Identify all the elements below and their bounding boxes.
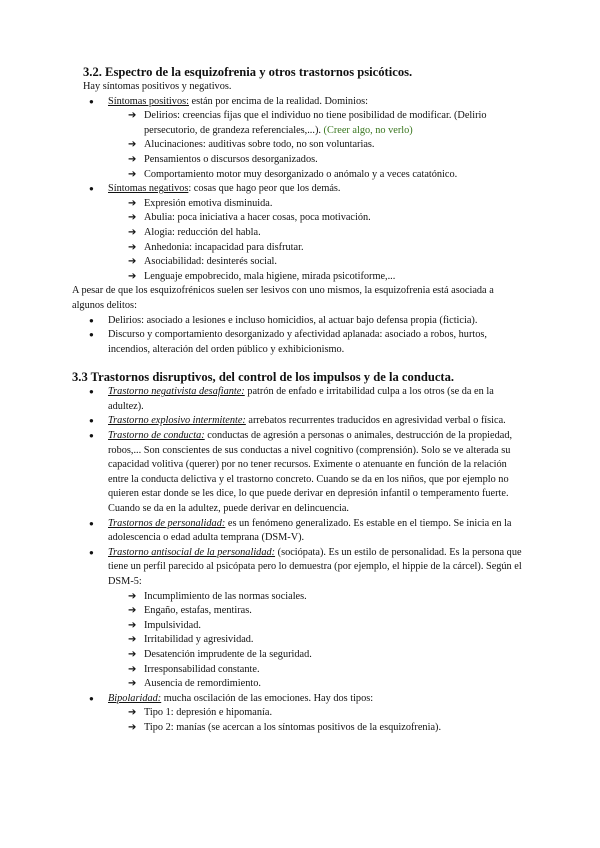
section-3-2-intro: Hay síntomas positivos y negativos. xyxy=(83,81,232,92)
disorder-term: Trastorno negativista desafiante: xyxy=(108,386,245,398)
disorder-term: Bipolaridad: xyxy=(108,692,162,704)
disorder-text: patrón de enfado e irritabilidad culpa a los otros (se da en la adultez). xyxy=(108,386,494,412)
positive-sub-item: ➔ Pensamientos o discursos desorganizados. xyxy=(72,153,528,168)
positive-text: están por encima de la realidad. Dominios: xyxy=(188,95,368,107)
negative-sub-item: ➔ Lenguaje empobrecido, mala higiene, mirada psicotiforme,... xyxy=(72,270,528,285)
antisocial-sub-item: ➔ Incumplimiento de las normas sociales. xyxy=(72,590,528,605)
disorder-item xyxy=(72,429,528,517)
disorder-item xyxy=(72,692,528,707)
disorder-item xyxy=(72,385,528,414)
crime-item: ● Discurso y comportamiento desorganizado y afectividad aplanada: asociado a robos, hurtos, incendios, alteración del orden público y exhibicionismo. xyxy=(72,328,528,357)
positive-sub-item: ➔ Alucinaciones: auditivas sobre todo, no son voluntarias. xyxy=(72,138,528,153)
crimes-paragraph: A pesar de que los esquizofrénicos suelen ser lesivos con uno mismos, la esquizofrenia está asociada a algunos delitos: xyxy=(72,285,494,311)
antisocial-sub-item: ➔ Ausencia de remordimiento. xyxy=(72,677,528,692)
disorder-term: Trastorno explosivo intermitente: xyxy=(108,415,246,427)
negative-sub-item: ➔ Alogia: reducción del habla. xyxy=(72,226,528,241)
document-page xyxy=(72,64,528,736)
negative-sub-item: ➔ Expresión emotiva disminuida. xyxy=(72,197,528,212)
positive-sub-text: Delirios: creencias fijas que el individuo no tiene posibilidad de modificar. (Delirio persecutorio, de grandeza referenciales,...). xyxy=(144,110,487,136)
positive-symptoms-item xyxy=(72,95,528,110)
disorders-list xyxy=(72,385,528,735)
antisocial-sub-item: ➔ Impulsividad. xyxy=(72,619,528,634)
disorder-term: Trastorno de conducta: xyxy=(108,430,205,442)
disorder-term: Trastornos de personalidad: xyxy=(108,517,226,529)
bipolar-sub-item: ➔ Tipo 1: depresión e hipomanía. xyxy=(72,706,528,721)
antisocial-sub-item: ➔ Engaño, estafas, mentiras. xyxy=(72,604,528,619)
disorder-text: mucha oscilación de las emociones. Hay dos tipos: xyxy=(161,692,374,704)
disorder-item xyxy=(72,546,528,590)
negative-text: : cosas que hago peor que los demás. xyxy=(188,183,341,195)
section-3-2-title: 3.2. Espectro de la esquizofrenia y otros trastornos psicóticos. xyxy=(83,65,413,79)
green-note: (Creer algo, no verlo) xyxy=(323,124,413,136)
negative-sub-item: ➔ Anhedonia: incapacidad para disfrutar. xyxy=(72,241,528,256)
symptom-list xyxy=(72,95,528,285)
section-3-3-title: 3.3 Trastornos disruptivos, del control de los impulsos y de la conducta. xyxy=(72,370,455,385)
negative-symptoms-item xyxy=(72,182,528,197)
crime-item: ● Delirios: asociado a lesiones e incluso homicidios, al actuar bajo defensa propia (ficticia). xyxy=(72,314,528,329)
antisocial-sub-item: ➔ Irresponsabilidad constante. xyxy=(72,663,528,678)
bipolar-sub-item: ➔ Tipo 2: manías (se acercan a los síntomas positivos de la esquizofrenia). xyxy=(72,721,528,736)
negative-sub-item: ➔ Asociabilidad: desinterés social. xyxy=(72,255,528,270)
negative-sub-item: ➔ Abulia: poca iniciativa a hacer cosas, poca motivación. xyxy=(72,211,528,226)
antisocial-sub-item: ➔ Desatención imprudente de la seguridad. xyxy=(72,648,528,663)
disorder-text: conductas de agresión a personas o animales, destrucción de la propiedad, robos,... Son conscientes de sus conductas a nivel cognitivo (comprensión). Solo se ve alterada su capacidad volitiva (querer) por no tener recursos. Eximente o atenuante en función de la relación entre la conducta delictiva y el trastorno concreto. Cuando se da en los niños, que por ejemplo no quieren estar donde se les dice, lo que puede derivar en depresión infantil o temperamento fuerte. Cuando se da en la adultez, puede derivar en delincuencia. xyxy=(108,430,513,515)
disorder-item xyxy=(72,414,528,429)
disorder-text: es un fenómeno generalizado. Es estable en el tiempo. Se inicia en la adolescencia o edad adulta temprana (DSM-V). xyxy=(108,517,512,544)
disorder-text: arrebatos recurrentes traducidos en agresividad verbal o física. xyxy=(245,415,506,427)
crimes-list xyxy=(72,314,528,358)
disorder-term: Trastorno antisocial de la personalidad: xyxy=(108,546,276,558)
negative-term: Síntomas negativos xyxy=(108,183,189,195)
positive-sub-item: ➔ Comportamiento motor muy desorganizado o anómalo y a veces catatónico. xyxy=(72,168,528,183)
positive-sub-item xyxy=(72,109,528,138)
positive-term: Síntomas positivos: xyxy=(108,95,189,107)
antisocial-sub-item: ➔ Irritabilidad y agresividad. xyxy=(72,633,528,648)
disorder-text: (sociópata). Es un estilo de personalidad. Es la persona que tiene un perfil parecido al psicópata pero lo demuestra (por ejemplo, el hippie de la cárcel). Según el DSM-5: xyxy=(108,546,522,587)
disorder-item xyxy=(72,517,528,546)
